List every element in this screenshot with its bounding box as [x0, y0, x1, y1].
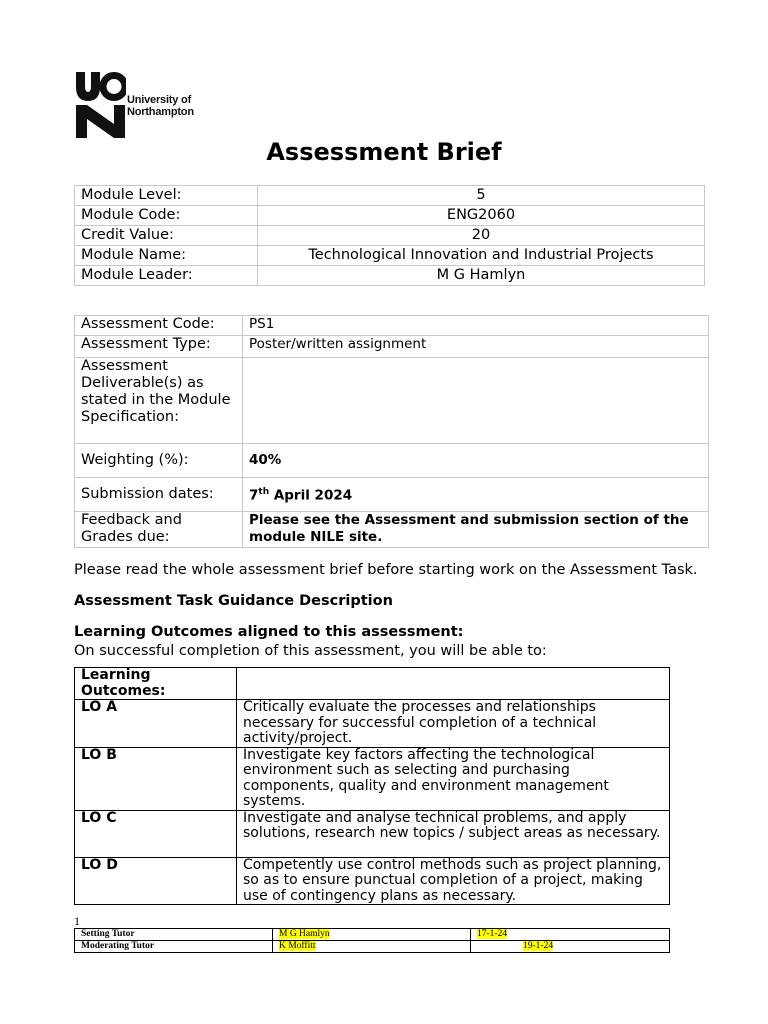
intro-text: Please read the whole assessment brief before starting work on the Assessment Task.: [74, 562, 698, 578]
lo-text: Competently use control methods such as project planning, so as to ensure punctual completion of a project, making use of contingency plans as necessary.: [237, 857, 670, 905]
assessment-type-label: Assessment Type:: [75, 336, 243, 358]
lo-header: Learning Outcomes:: [75, 668, 237, 700]
table-row: [75, 857, 670, 905]
credit-value-value: 20: [258, 226, 705, 246]
learning-outcomes-heading: Learning Outcomes aligned to this assessment:: [74, 624, 464, 640]
feedback-label: Feedback and Grades due:: [75, 512, 243, 548]
lo-code: LO C: [75, 810, 237, 857]
assessment-code-value: PS1: [243, 316, 709, 336]
submission-day: 7: [249, 487, 259, 504]
table-row: [75, 186, 705, 206]
table-header-row: [75, 668, 670, 700]
weighting-value: 40%: [243, 444, 709, 478]
moderating-tutor-date-text: 19-1-24: [523, 941, 554, 951]
module-code-value: ENG2060: [258, 206, 705, 226]
setting-tutor-label: Setting Tutor: [75, 929, 273, 941]
credit-value-label: Credit Value:: [75, 226, 258, 246]
module-leader-value: M G Hamlyn: [258, 266, 705, 286]
tutor-signoff-table: [74, 928, 670, 953]
table-row: [75, 929, 670, 941]
table-row: [75, 206, 705, 226]
table-row: [75, 316, 709, 336]
setting-tutor-date: [471, 929, 670, 941]
table-row: [75, 810, 670, 857]
logo-line-2: Northampton: [127, 106, 194, 118]
assessment-details-table: [74, 315, 709, 548]
table-row: [75, 444, 709, 478]
learning-outcomes-intro: On successful completion of this assessment, you will be able to:: [74, 643, 547, 659]
submission-day-suffix: th: [258, 487, 270, 498]
module-code-label: Module Code:: [75, 206, 258, 226]
university-name: [127, 94, 194, 118]
assessment-code-label: Assessment Code:: [75, 316, 243, 336]
table-row: [75, 226, 705, 246]
table-row: [75, 336, 709, 358]
submission-dates-label: Submission dates:: [75, 478, 243, 512]
table-row: [75, 266, 705, 286]
table-row: [75, 512, 709, 548]
logo-line-1: University of: [127, 94, 192, 106]
table-row: [75, 747, 670, 810]
lo-text: Investigate and analyse technical problems, and apply solutions, research new topics / subject areas as necessary.: [237, 810, 670, 857]
table-row: [75, 941, 670, 953]
moderating-tutor-label: Moderating Tutor: [75, 941, 273, 953]
weighting-label: Weighting (%):: [75, 444, 243, 478]
submission-dates-value: [243, 478, 709, 512]
setting-tutor-name-text: M G Hamlyn: [279, 929, 330, 939]
deliverables-label: Assessment Deliverable(s) as stated in the Module Specification:: [75, 358, 243, 444]
university-logo: [76, 72, 216, 138]
moderating-tutor-name: [273, 941, 471, 953]
lo-code: LO A: [75, 700, 237, 748]
module-leader-label: Module Leader:: [75, 266, 258, 286]
assessment-type-value: Poster/written assignment: [243, 336, 709, 358]
feedback-value: Please see the Assessment and submission section of the module NILE site.: [243, 512, 709, 548]
learning-outcomes-table: [74, 667, 670, 905]
deliverables-value: [243, 358, 709, 444]
lo-text: Investigate key factors affecting the technological environment such as selecting and purchasing components, quality and environment management systems.: [237, 747, 670, 810]
lo-code: LO B: [75, 747, 237, 810]
module-name-label: Module Name:: [75, 246, 258, 266]
submission-month-year: April 2024: [269, 487, 353, 504]
table-row: [75, 358, 709, 444]
page-title: Assessment Brief: [266, 138, 502, 166]
uon-logo-mark: [76, 72, 126, 138]
table-row: [75, 478, 709, 512]
module-name-value: Technological Innovation and Industrial Projects: [258, 246, 705, 266]
module-level-label: Module Level:: [75, 186, 258, 206]
lo-text: Critically evaluate the processes and relationships necessary for successful completion of a technical activity/project.: [237, 700, 670, 748]
lo-code: LO D: [75, 857, 237, 905]
moderating-tutor-name-text: K Moffitt: [279, 941, 316, 951]
module-level-value: 5: [258, 186, 705, 206]
setting-tutor-name: [273, 929, 471, 941]
table-row: [75, 246, 705, 266]
setting-tutor-date-text: 17-1-24: [477, 929, 508, 939]
module-details-table: [74, 185, 705, 286]
lo-header-empty: [237, 668, 670, 700]
moderating-tutor-date: [471, 941, 670, 953]
table-row: [75, 700, 670, 748]
page-number: 1: [74, 914, 80, 928]
guidance-heading: Assessment Task Guidance Description: [74, 593, 393, 609]
